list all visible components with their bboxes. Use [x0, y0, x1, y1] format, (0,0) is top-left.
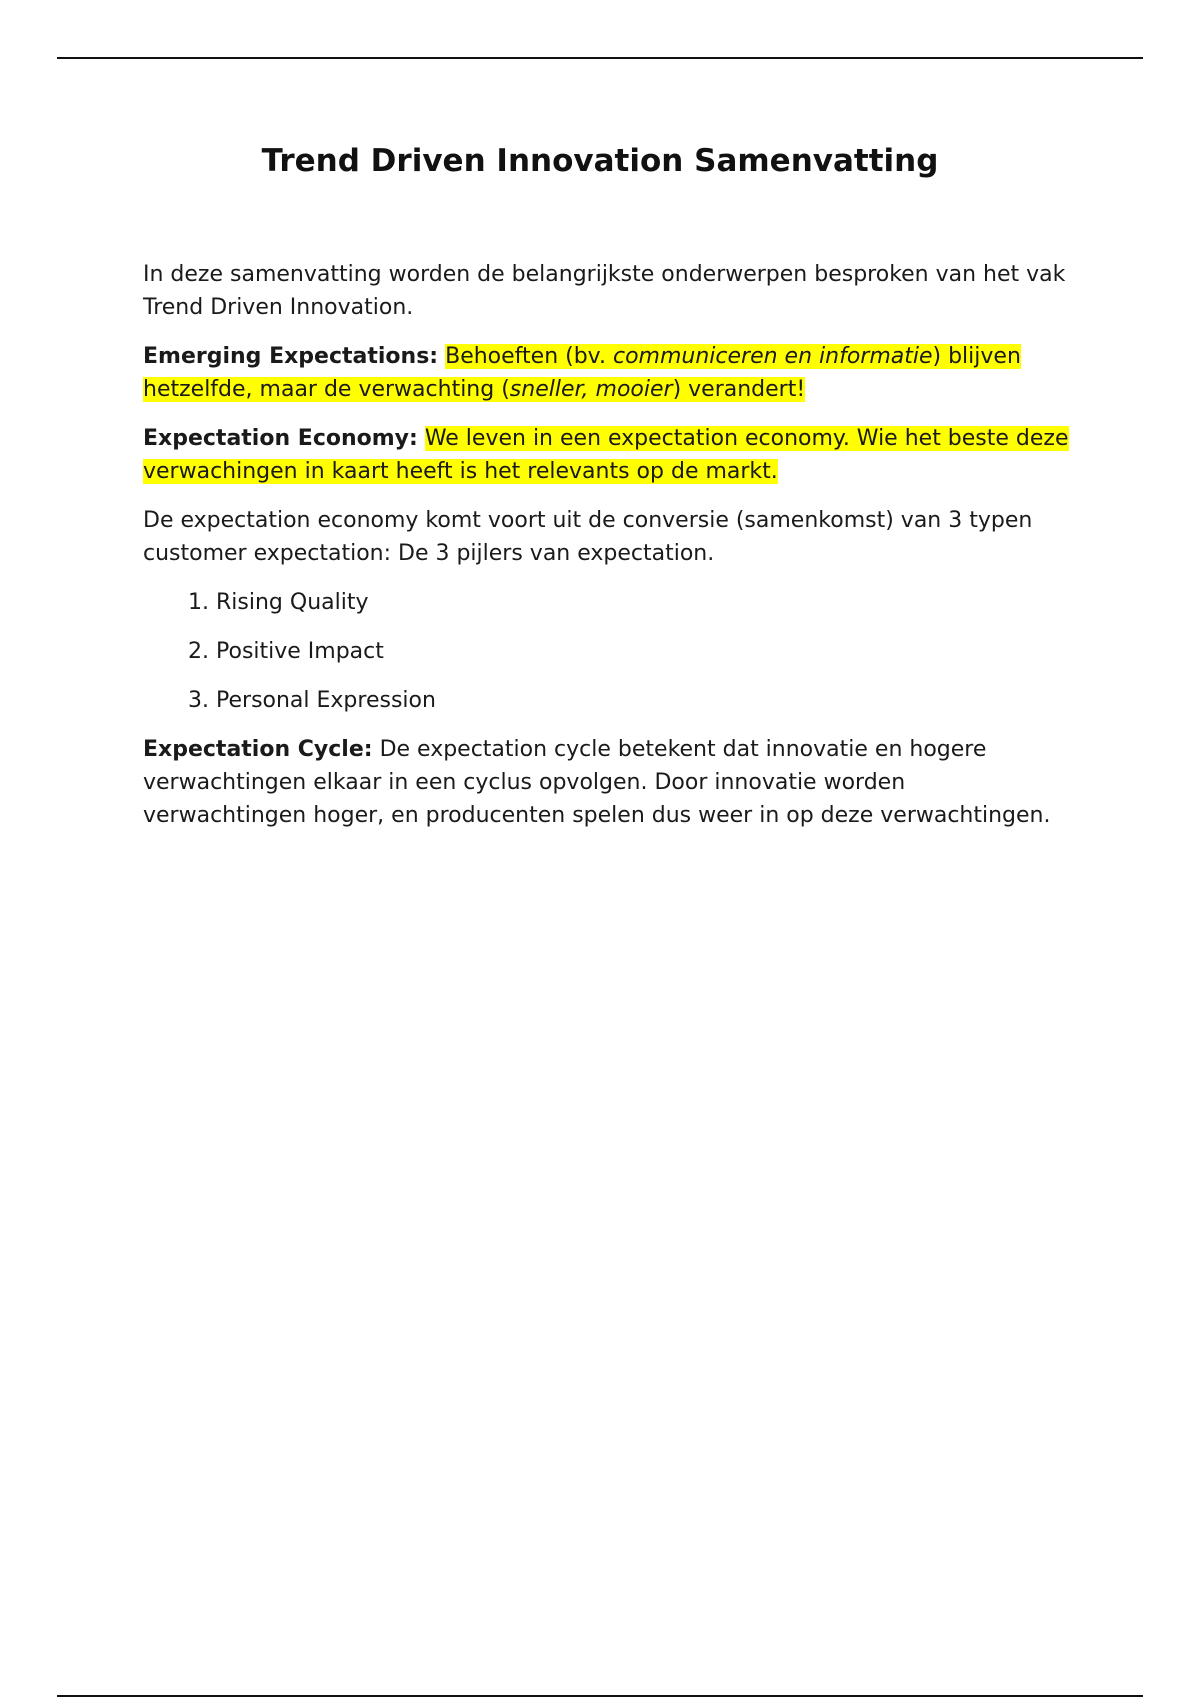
pillar-item: 3. Personal Expression [216, 684, 1073, 717]
footer-rule [57, 1695, 1143, 1697]
emerging-expectations-paragraph [143, 340, 1073, 406]
document-title: Trend Driven Innovation Samenvatting [261, 143, 939, 179]
expectation-economy-paragraph [143, 422, 1073, 488]
pillars-list [143, 586, 1073, 717]
conversion-paragraph: De expectation economy komt voort uit de conversie (samenkomst) van 3 typen customer expectation: De 3 pijlers van expectation. [143, 508, 1033, 566]
emerging-text-part3: ) verandert! [672, 377, 806, 402]
header-rule [57, 57, 1143, 59]
expectation-cycle-term: Expectation Cycle: [143, 737, 373, 762]
expectation-cycle-paragraph [143, 733, 1073, 832]
pillar-item: 2. Positive Impact [216, 635, 1073, 668]
expectation-economy-highlight: We leven in een expectation economy. Wie het beste deze verwachingen in kaart heeft is het relevants op de markt. [143, 426, 1069, 484]
emerging-text-part2: ) blijven hetzelfde, maar de verwachting ( [143, 344, 1021, 402]
emerging-text-italic2: sneller, mooier [509, 377, 673, 402]
intro-paragraph: In deze samenvatting worden de belangrijkste onderwerpen besproken van het vak Trend Driven Innovation. [143, 262, 1066, 320]
document-body [143, 258, 1073, 848]
pillar-item: 1. Rising Quality [216, 586, 1073, 619]
expectation-cycle-text: De expectation cycle betekent dat innovatie en hogere verwachtingen elkaar in een cyclus opvolgen. Door innovatie worden verwachtingen hoger, en producenten spelen dus weer in op deze verwachtingen. [143, 737, 1051, 828]
emerging-text-italic1: communiceren en informatie [612, 344, 933, 369]
expectation-economy-term: Expectation Economy: [143, 426, 418, 451]
emerging-text-part1: Behoeften (bv. [445, 344, 613, 369]
emerging-expectations-term: Emerging Expectations: [143, 344, 439, 369]
